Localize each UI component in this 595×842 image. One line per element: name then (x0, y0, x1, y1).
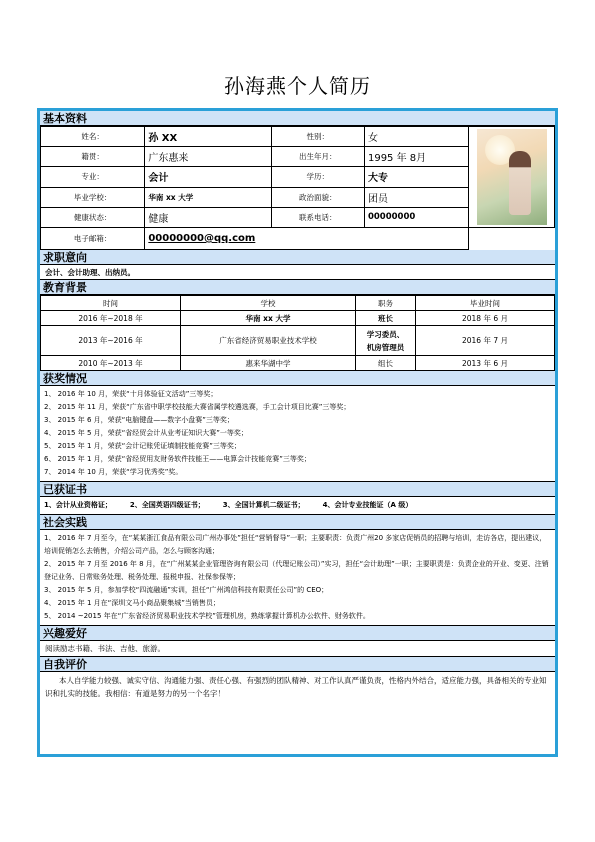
list-item: 2、 2015 年 11 月，荣获“广东省中职学校技能大赛省属学校遴选赛，手工会计项目比赛”三等奖； (44, 403, 351, 411)
native-value: 广东惠来 (145, 147, 271, 167)
list-item: 1、 2016 年 7 月至今，在“某某浙江食品有限公司广州办事处”担任“营销督导”一职；主要职责：负责广州20 多家店促销员的招聘与培训，走访各店，提出建议，培训促销怎么去销售，介绍公司产品，怎么与顾客沟通； (44, 534, 547, 555)
list-item: 1、会计从业资格证； (44, 501, 112, 509)
section-edu-header: 教育背景 (40, 280, 555, 295)
name-label: 姓名： (41, 127, 145, 147)
gender-value: 女 (364, 127, 468, 147)
edu-cell: 华南 xx 大学 (181, 311, 356, 326)
edu-cell: 班长 (356, 311, 416, 326)
section-self-header: 自我评价 (40, 657, 555, 672)
edu-cell: 2018 年 6 月 (416, 311, 555, 326)
edu-cell: 2010 年~2013 年 (41, 356, 181, 371)
list-item: 2、全国英语四级证书； (129, 501, 205, 509)
education-table (40, 295, 555, 371)
major-value: 会计 (145, 167, 271, 187)
self-eval-text: 本人自学能力较强、诚实守信、沟通能力强、责任心强、有强烈的团队精神、对工作认真严谨负责，性格内外结合，适应能力强，具备相关的专业知识和扎实的技能。我相信：有道是努力的另一个名字！ (45, 676, 547, 698)
edu-header-role: 职务 (356, 296, 416, 311)
gender-label: 性别： (271, 127, 364, 147)
school-value: 华南 xx 大学 (145, 187, 271, 207)
name-value: 孙 XX (145, 127, 271, 147)
political-label: 政治面貌： (271, 187, 364, 207)
degree-label: 学历： (271, 167, 364, 187)
edu-cell: 2016 年~2018 年 (41, 311, 181, 326)
section-intent-header: 求职意向 (40, 250, 555, 265)
birth-value: 1995 年 8月 (364, 147, 468, 167)
edu-cell: 惠来华湖中学 (181, 356, 356, 371)
health-value: 健康 (145, 207, 271, 227)
photo-person (509, 151, 531, 215)
political-value: 团员 (364, 187, 468, 207)
edu-cell: 广东省经济贸易职业技术学校 (181, 326, 356, 356)
list-item: 4、会计专业技能证（A 级） (322, 501, 413, 509)
phone-value: 00000000 (364, 207, 468, 227)
practice-list (40, 530, 555, 626)
section-hobbies-header: 兴趣爱好 (40, 626, 555, 641)
birth-label: 出生年月： (271, 147, 364, 167)
native-label: 籍贯： (41, 147, 145, 167)
photo-cell (469, 127, 555, 228)
list-item: 4、 2015 年 5 月，荣获“省经贸会计从业考证知识大赛”一等奖； (44, 429, 248, 437)
edu-header-time: 时间 (41, 296, 181, 311)
phone-label: 联系电话： (271, 207, 364, 227)
list-item: 5、 2015 年 1 月，荣获“会计记账凭证填制技能竞赛”三等奖； (44, 442, 241, 450)
email-value[interactable]: 00000000@qq.com (145, 228, 469, 250)
basic-info-table (40, 126, 555, 250)
edu-cell: 组长 (356, 356, 416, 371)
email-label: 电子邮箱： (41, 228, 145, 250)
edu-cell: 2013 年 6 月 (416, 356, 555, 371)
list-item: 4、 2015 年 1 月在“深圳文马小商品聚集城”当销售员； (44, 599, 220, 607)
list-item: 3、全国计算机二级证书； (222, 501, 305, 509)
list-item: 3、 2015 年 5 月，参加学校“四流融通”实训，担任“广州鸿信科技有限责任公司”的 CEO； (44, 586, 329, 594)
hobbies-text: 阅读励志书籍、书法、吉他、旅游。 (40, 641, 555, 657)
edu-cell: 学习委员、 机房管理员 (356, 326, 416, 356)
resume-frame (37, 108, 558, 757)
section-basic-header: 基本资料 (40, 111, 555, 126)
list-item: 3、 2015 年 6 月，荣获“电脑键盘——数字小盘赛”三等奖； (44, 416, 234, 424)
profile-photo (477, 129, 547, 225)
awards-list (40, 386, 555, 482)
intent-text: 会计、会计助理、出纳员。 (40, 265, 555, 280)
list-item: 7、 2014 年 10 月，荣获“学习优秀奖”奖。 (44, 468, 183, 476)
resume-title: 孙海燕个人简历 (224, 74, 371, 98)
health-label: 健康状态： (41, 207, 145, 227)
list-item: 6、 2015 年 1 月，荣获“省经贸用友财务软件技能王——电算会计技能竞赛”三等奖； (44, 455, 311, 463)
certs-list (40, 497, 555, 515)
edu-cell: 2016 年 7 月 (416, 326, 555, 356)
edu-header-grad: 毕业时间 (416, 296, 555, 311)
section-certs-header: 已获证书 (40, 482, 555, 497)
edu-cell: 2013 年~2016 年 (41, 326, 181, 356)
section-practice-header: 社会实践 (40, 515, 555, 530)
edu-header-school: 学校 (181, 296, 356, 311)
degree-value: 大专 (364, 167, 468, 187)
list-item: 5、 2014 ~2015 年在“广东省经济贸易职业技术学校”管理机房，熟练掌握计算机办公软件、财务软件。 (44, 612, 370, 620)
school-label: 毕业学校： (41, 187, 145, 207)
major-label: 专业： (41, 167, 145, 187)
section-awards-header: 获奖情况 (40, 371, 555, 386)
list-item: 1、 2016 年 10 月，荣获“十月体验征文活动”三等奖； (44, 390, 218, 398)
list-item: 2、 2015 年 7 月至 2016 年 8 月，在“广州某某企业管理咨询有限公司（代理记账公司）”实习，担任“会计助理”一职；主要职责是：负责企业的开业、变更、注销登记业务、日常账务处理、税务处理、报税申报、社保参保等； (44, 560, 549, 581)
